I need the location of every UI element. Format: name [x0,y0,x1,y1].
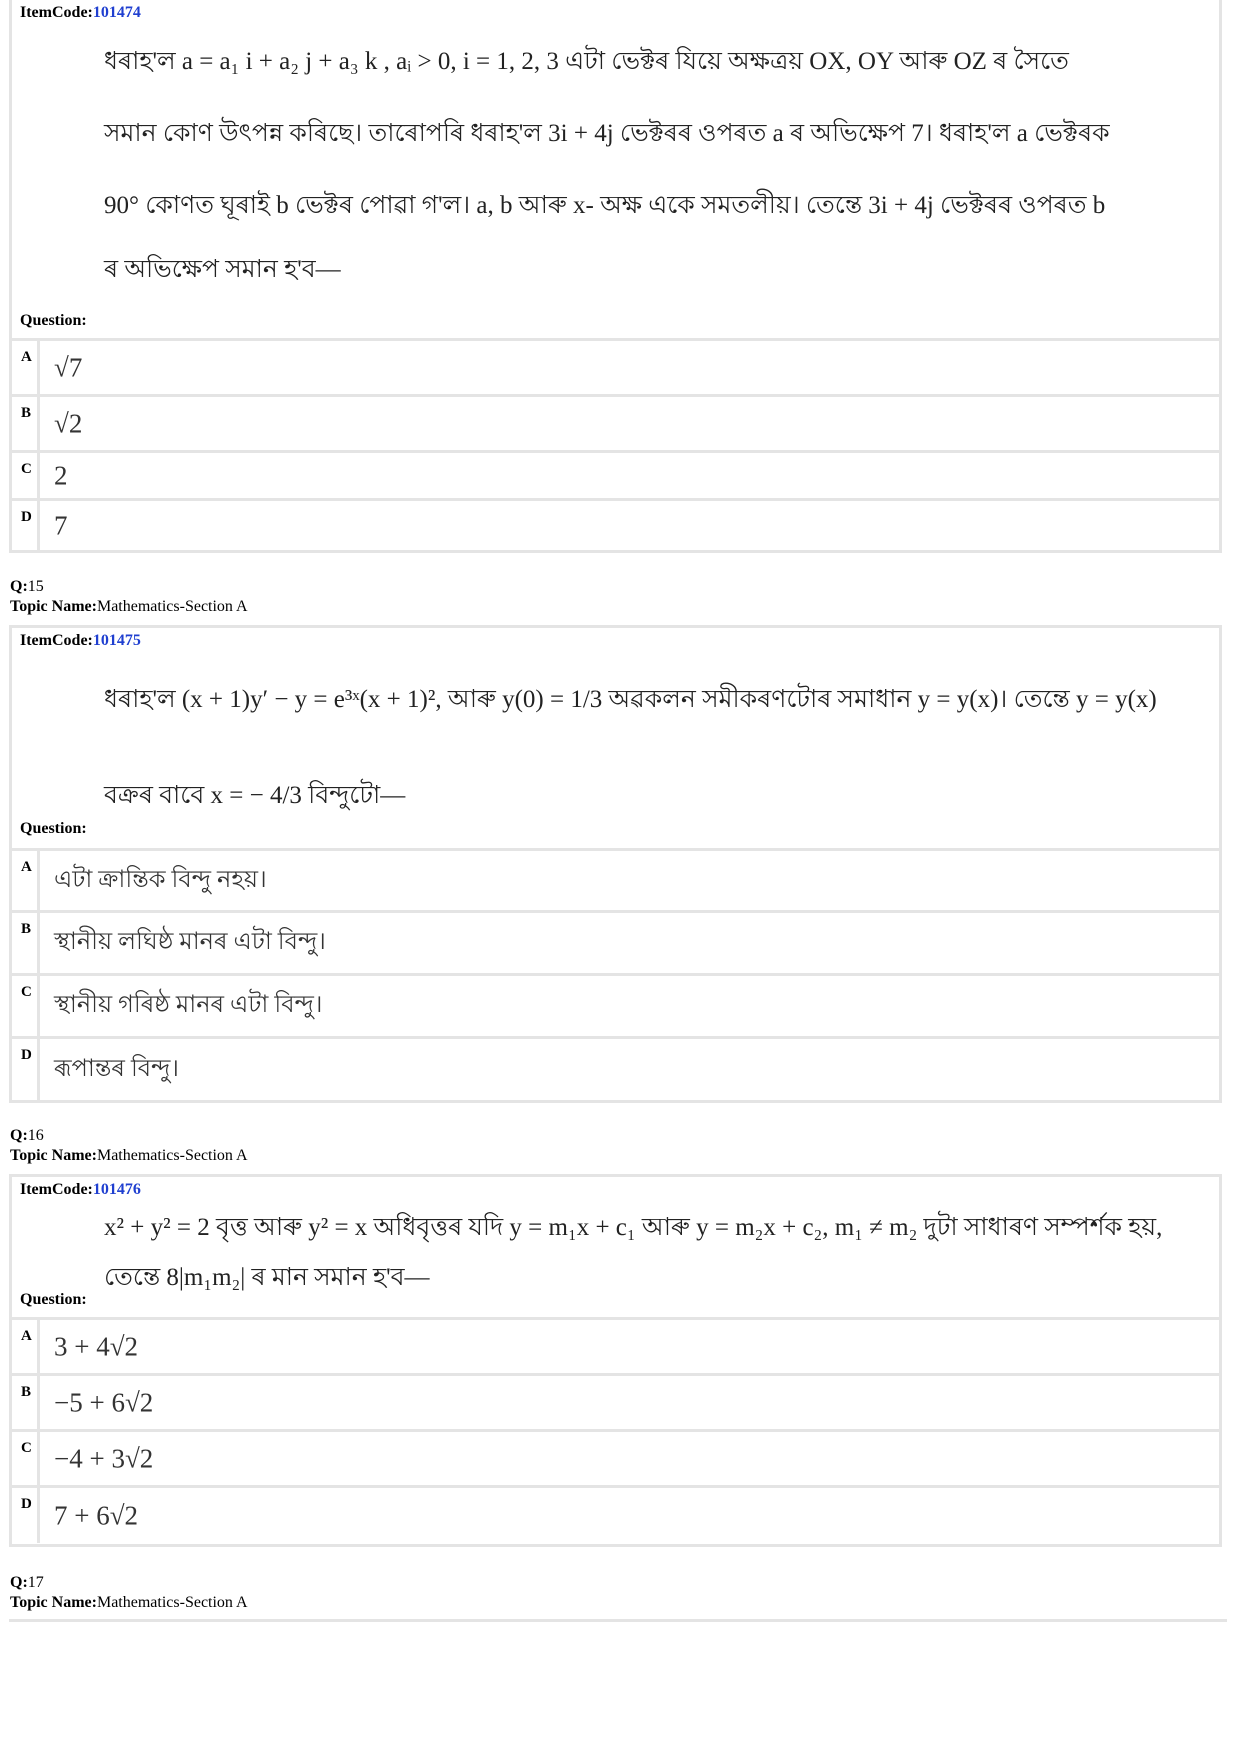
item-code: ItemCode:101474 [20,4,141,21]
option-letter: D [12,1488,40,1543]
option-value: ৰূপান্তৰ বিন্দু। [54,1055,180,1082]
question-card-101474 [9,0,1222,553]
question-header-16: Q:16 Topic Name:Mathematics-Section A [10,1127,248,1164]
option-value: 7 [54,510,68,540]
option-value: এটা ক্ৰান্তিক বিন্দু নহয়। [54,866,267,893]
option-letter: A [12,341,40,394]
option-letter: A [12,851,40,910]
question-number: 16 [27,1127,44,1144]
option-letter: D [12,1039,40,1100]
option-b[interactable] [12,394,1219,450]
question-card-101476 [9,1174,1222,1547]
question-label: Question: [20,312,87,329]
question-line-2: সমান কোণ উৎপন্ন কৰিছে। তাৰোপৰি ধৰাহ'ল 3i + 4j ভেক্টৰৰ ওপৰত a ৰ অভিক্ষেপ 7। ধৰাহ'ল a ভেক্টৰক [104,120,1110,147]
option-d[interactable] [12,498,1219,550]
question-number: 17 [27,1574,44,1591]
option-a[interactable] [12,848,1219,910]
item-code-value: 101476 [92,1181,141,1198]
question-line-1: x² + y² = 2 বৃত্ত আৰু y² = x অধিবৃত্তৰ যদি y = m₁x + c₁ আৰু y = m₂x + c₂, m₁ ≠ m₂ দুটা সাধাৰণ সম্পৰ্শক হয়, [104,1214,1163,1241]
item-code: ItemCode:101476 [20,1181,141,1198]
option-c[interactable] [12,450,1219,498]
topic-name: Mathematics-Section A [96,598,248,615]
question-number: 15 [27,578,44,595]
option-letter: A [12,1320,40,1373]
option-letter: C [12,453,40,498]
option-value: 3 + 4√2 [54,1331,139,1361]
option-value: 2 [54,460,68,490]
option-letter: D [12,501,40,550]
option-c[interactable] [12,973,1219,1036]
question-line-1: ধৰাহ'ল (x + 1)y′ − y = e³ˣ(x + 1)², আৰু y(0) = 1/3 অৱকলন সমীকৰণটোৰ সমাধান y = y(x)। তেন্তে y = y(x) [104,686,1157,713]
question-line-3: 90° কোণত ঘূৰাই b ভেক্টৰ পোৱা গ'ল। a, b আৰু x- অক্ষ একে সমতলীয়। তেন্তে 3i + 4j ভেক্টৰৰ ওপৰত b [104,192,1106,219]
option-letter: C [12,1432,40,1485]
item-code-value: 101474 [92,4,141,21]
question-line-2: বক্ৰৰ বাবে x = − 4/3 বিন্দুটো— [104,782,406,809]
question-label: Question: [20,820,87,837]
option-d[interactable] [12,1036,1219,1100]
option-value: 7 + 6√2 [54,1500,139,1530]
topic-name: Mathematics-Section A [96,1594,248,1611]
question-line-4: ৰ অভিক্ষেপ সমান হ'ব— [104,256,341,283]
question-text [104,1203,1211,1303]
option-letter: B [12,397,40,450]
section-divider [9,1619,1227,1622]
option-d[interactable] [12,1485,1219,1543]
question-header-17: Q:17 Topic Name:Mathematics-Section A [10,1574,248,1611]
option-value: √2 [54,408,83,438]
option-b[interactable] [12,910,1219,973]
option-value: −4 + 3√2 [54,1443,154,1473]
option-value: স্থানীয় গৰিষ্ঠ মানৰ এটা বিন্দু। [54,992,323,1018]
question-line-1: ধৰাহ'ল a = a₁ i + a₂ j + a₃ k , aᵢ > 0, i = 1, 2, 3 এটা ভেক্টৰ যিয়ে অক্ষত্ৰয় OX, OY আৰু OZ ৰ সৈতে [104,48,1069,75]
question-text [104,672,1211,820]
item-code-value: 101475 [92,632,141,649]
question-header-15: Q:15 Topic Name:Mathematics-Section A [10,578,248,615]
option-a[interactable] [12,1317,1219,1373]
question-line-2: তেন্তে 8|m₁m₂| ৰ মান সমান হ'ব— [104,1264,430,1291]
option-value: −5 + 6√2 [54,1387,154,1417]
question-card-101475 [9,625,1222,1103]
option-letter: B [12,913,40,973]
topic-name: Mathematics-Section A [96,1147,248,1164]
question-label: Question: [20,1291,87,1308]
option-b[interactable] [12,1373,1219,1429]
option-letter: C [12,976,40,1036]
question-text [104,30,1211,294]
option-a[interactable] [12,338,1219,394]
option-value: √7 [54,352,83,382]
option-letter: B [12,1376,40,1429]
item-code: ItemCode:101475 [20,632,141,649]
option-c[interactable] [12,1429,1219,1485]
option-value: স্থানীয় লঘিষ্ঠ মানৰ এটা বিন্দু। [54,929,326,955]
